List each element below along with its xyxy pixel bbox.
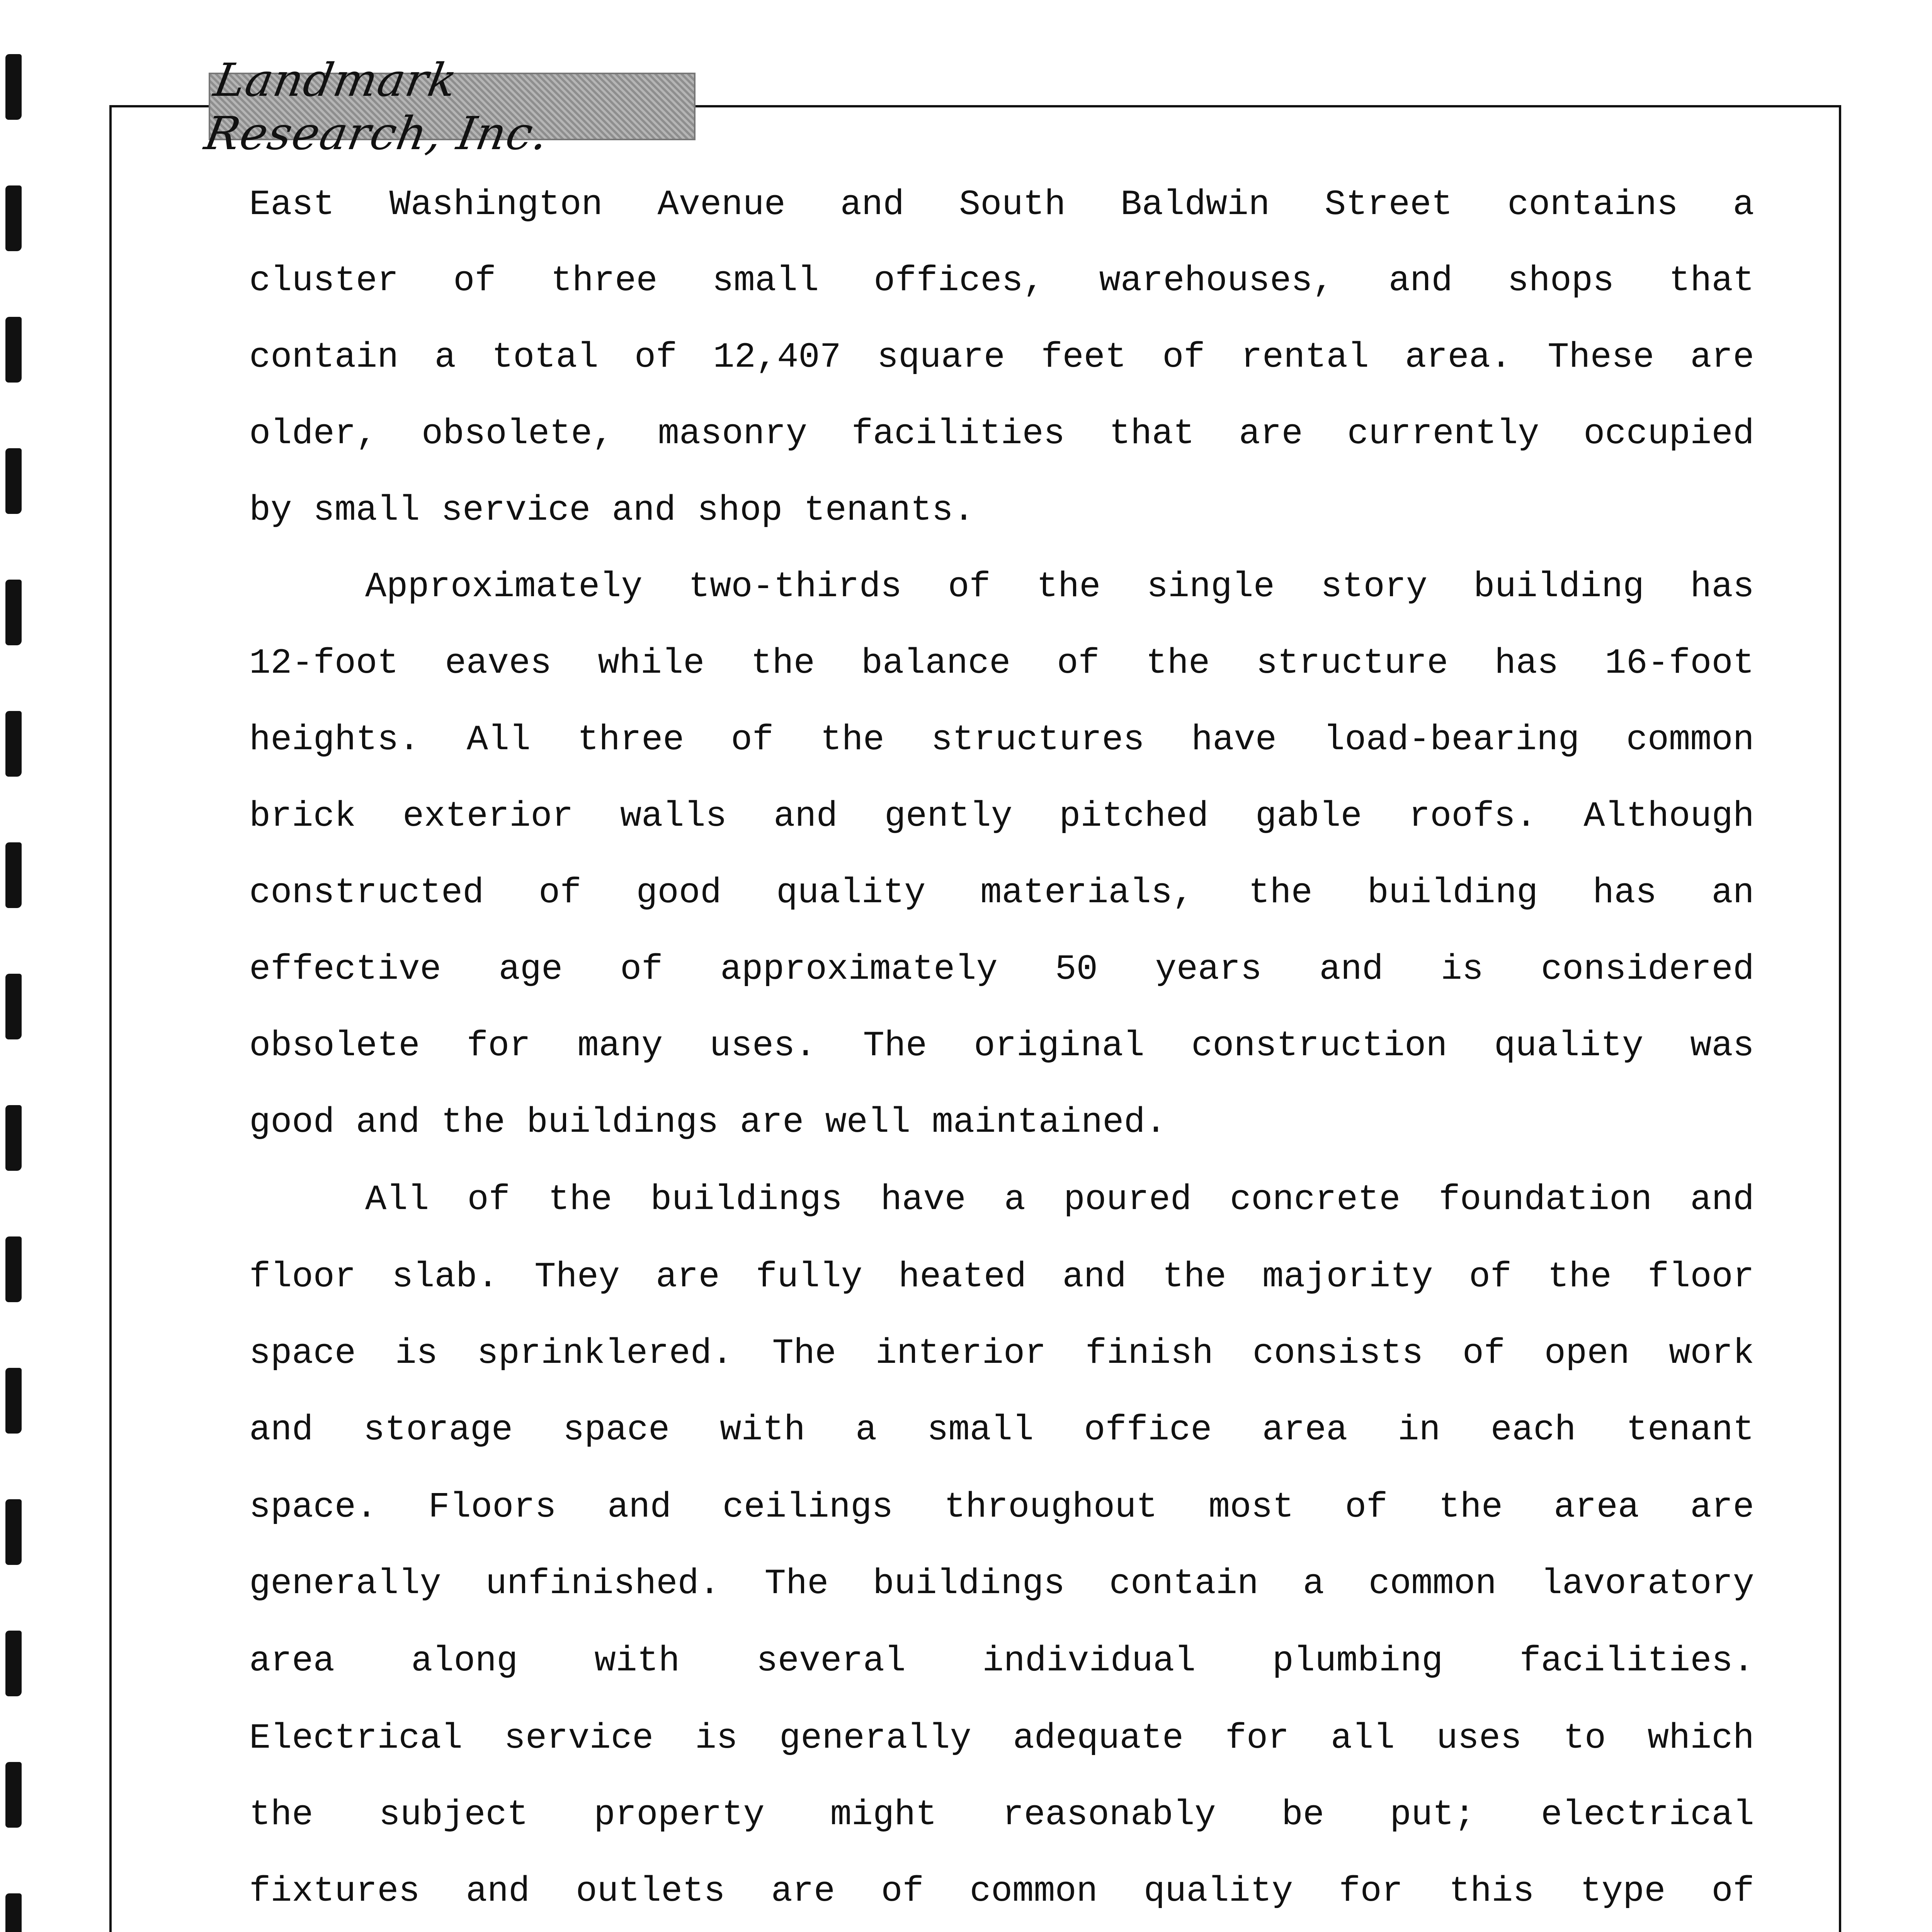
word: are [771,1871,835,1912]
word: while [598,643,705,684]
word: the [1439,1487,1503,1527]
word: of [620,949,663,990]
word: 50 [1055,949,1098,990]
word: put; [1390,1794,1475,1835]
word: These [1548,337,1655,378]
word: a [1004,1179,1026,1220]
logo-text: Landmark Research, Inc. [201,53,553,160]
word: buildings [650,1179,843,1220]
word: has [1494,643,1559,684]
word: contains [1507,184,1678,225]
word: quality [1494,1026,1644,1066]
text-line [249,1101,1754,1144]
word: East [249,184,335,225]
word: exterior [403,796,573,837]
binding-hole [5,842,22,908]
word: and [356,1102,420,1143]
text-line [249,413,1754,455]
word: office [1084,1410,1212,1450]
word: facilities. [1519,1641,1754,1681]
word: plumbing [1272,1641,1443,1681]
word: common [1368,1563,1497,1604]
word: reasonably [1002,1794,1216,1835]
word: finish [1085,1333,1214,1374]
word: gable [1255,796,1362,837]
word: years [1155,949,1262,990]
word: Baldwin [1120,184,1270,225]
word: are [1239,413,1303,454]
word: Floors [428,1487,556,1527]
word: has [1593,872,1657,913]
word: currently [1347,413,1539,454]
word: all [1331,1718,1395,1759]
word: The [772,1333,837,1374]
text-line [249,336,1754,379]
text-line [249,1332,1754,1375]
word: single [1146,566,1275,607]
word: to [1563,1718,1606,1759]
word: constructed [249,872,484,913]
word: uses. [709,1026,816,1066]
word: and [1388,260,1453,301]
word: pitched [1059,796,1209,837]
word: the [1548,1257,1612,1297]
word: space [249,1333,356,1374]
binding-hole [5,1893,22,1932]
binding-hole [5,1762,22,1828]
company-logo [201,53,696,160]
word: common [1626,719,1754,760]
word: floor [249,1257,356,1297]
word: with [594,1641,680,1681]
word: small [927,1410,1034,1450]
word: 16-foot [1605,643,1754,684]
word: has [1690,566,1754,607]
word: a [434,337,456,378]
word: balance [861,643,1011,684]
word: of [1057,643,1100,684]
word: the [441,1102,505,1143]
binding-hole [5,185,22,251]
word: might [830,1794,937,1835]
word: are [1690,337,1754,378]
word: generally [249,1563,441,1604]
binding-hole [5,580,22,645]
word: and [1690,1179,1754,1220]
word: subject [379,1794,529,1835]
word: three [551,260,658,301]
word: is [695,1718,738,1759]
word: along [411,1641,518,1681]
word: heated [898,1257,1027,1297]
word: for [1339,1871,1403,1912]
word: foundation [1439,1179,1652,1220]
word: contain [1109,1563,1259,1604]
word: of [731,719,774,760]
word: of [539,872,582,913]
word: be [1281,1794,1325,1835]
text-line [249,642,1754,685]
text-line [249,1563,1754,1605]
word: construction [1191,1026,1447,1066]
word: building [1473,566,1645,607]
word: are [656,1257,720,1297]
word: shop [697,490,783,531]
word: effective [249,949,441,990]
word: well [825,1102,911,1143]
word: area [1262,1410,1348,1450]
binding-hole [5,1368,22,1434]
word: of [1469,1257,1512,1297]
word: are [1690,1487,1754,1527]
word: fully [755,1257,862,1297]
word: property [594,1794,765,1835]
word: the [548,1179,612,1220]
text-line [249,795,1754,838]
word: by [249,490,292,531]
word: total [492,337,599,378]
word: of [634,337,677,378]
word: is [1440,949,1484,990]
text-line [249,719,1754,761]
word: interior [875,1333,1046,1374]
word: consists [1252,1333,1423,1374]
word: tenant [1626,1410,1754,1450]
word: Approximately [365,566,643,607]
word: of [1711,1871,1754,1912]
word: the [1162,1257,1226,1297]
binding-hole [5,54,22,120]
word: poured [1063,1179,1192,1220]
word: of [948,566,991,607]
word: was [1690,1026,1754,1066]
word: the [751,643,815,684]
word: story [1321,566,1428,607]
binding-hole [5,1631,22,1696]
word: generally [779,1718,971,1759]
word: is [395,1333,438,1374]
word: work [1669,1333,1754,1374]
word: roofs. [1408,796,1537,837]
text-line [249,1486,1754,1529]
word: facilities [851,413,1065,454]
word: lavoratory [1541,1563,1754,1604]
word: of [1462,1333,1505,1374]
binding-hole [5,317,22,383]
word: approximately [720,949,998,990]
word: gently [884,796,1013,837]
binding-hole [5,448,22,514]
text-line [249,489,1754,532]
word: eaves [445,643,552,684]
word: service [441,490,591,531]
word: of [881,1871,924,1912]
binding-hole [5,711,22,777]
word: sprinklered. [477,1333,733,1374]
word: individual [982,1641,1196,1681]
binding-holes [0,0,27,1932]
word: square [877,337,1005,378]
word: several [756,1641,906,1681]
word: the [1248,872,1313,913]
word: space [563,1410,670,1450]
word: obsolete, [422,413,614,454]
word: rental [1241,337,1369,378]
word: area [1554,1487,1639,1527]
word: the [1036,566,1101,607]
word: electrical [1541,1794,1754,1835]
word: Washington [389,184,603,225]
word: South [959,184,1066,225]
word: outlets [576,1871,725,1912]
word: slab. [392,1257,499,1297]
word: masonry [658,413,808,454]
text-line [249,1640,1754,1682]
word: original [974,1026,1145,1066]
word: and [1062,1257,1127,1297]
word: feet [1041,337,1127,378]
word: which [1647,1718,1754,1759]
word: good [249,1102,335,1143]
word: many [577,1026,663,1066]
word: good [636,872,722,913]
word: offices, [874,260,1044,301]
binding-hole [5,1236,22,1302]
word: structure [1256,643,1448,684]
word: of [453,260,496,301]
word: concrete [1230,1179,1401,1220]
text-line [249,260,1754,302]
binding-hole [5,1105,22,1171]
word: All [466,719,531,760]
word: adequate [1013,1718,1184,1759]
word: quality [1143,1871,1293,1912]
word: Although [1583,796,1754,837]
word: walls [620,796,727,837]
word: materials, [980,872,1194,913]
word: considered [1541,949,1754,990]
word: with [720,1410,805,1450]
text-line [249,1794,1754,1836]
word: small [712,260,819,301]
word: for [466,1026,531,1066]
word: storage [363,1410,513,1450]
word: and [249,1410,313,1450]
word: an [1711,872,1754,913]
word: have [880,1179,966,1220]
word: tenants. [804,490,975,531]
word: in [1398,1410,1440,1450]
word: floor [1647,1257,1754,1297]
word: type [1580,1871,1666,1912]
word: structures [931,719,1145,760]
word: cluster [249,260,399,301]
word: majority [1262,1257,1433,1297]
text-line [365,1179,1754,1221]
word: unfinished. [485,1563,720,1604]
word: heights. [249,719,420,760]
word: building [1367,872,1538,913]
word: fixtures [249,1871,420,1912]
word: and [774,796,838,837]
word: and [1319,949,1383,990]
word: buildings [526,1102,719,1143]
word: two-thirds [688,566,902,607]
word: and [840,184,905,225]
text-line [365,566,1754,608]
word: The [863,1026,927,1066]
word: service [504,1718,654,1759]
word: older, [249,413,378,454]
word: They [534,1257,620,1297]
word: space. [249,1487,378,1527]
word: throughout [944,1487,1158,1527]
text-line [249,184,1754,226]
word: obsolete [249,1026,420,1066]
word: a [855,1410,877,1450]
word: and [607,1487,672,1527]
word: the [249,1794,313,1835]
word: quality [776,872,926,913]
word: that [1109,413,1195,454]
word: of [1345,1487,1388,1527]
word: that [1669,260,1754,301]
word: age [498,949,563,990]
word: area. [1405,337,1512,378]
word: and [466,1871,530,1912]
word: most [1208,1487,1294,1527]
word: small [313,490,420,531]
word: Avenue [657,184,786,225]
word: ceilings [722,1487,893,1527]
word: have [1191,719,1277,760]
word: uses [1436,1718,1522,1759]
word: 12-foot [249,643,399,684]
binding-hole [5,974,22,1039]
word: the [1146,643,1210,684]
word: Electrical [249,1718,463,1759]
text-line [249,1256,1754,1298]
text-line [249,1870,1754,1913]
text-line [249,1025,1754,1067]
word: area [249,1641,335,1681]
word: The [764,1563,829,1604]
binding-hole [5,1499,22,1565]
text-line [249,1409,1754,1451]
word: buildings [873,1563,1065,1604]
word: and [612,490,676,531]
word: a [1303,1563,1325,1604]
word: are [740,1102,804,1143]
word: for [1225,1718,1289,1759]
word: load-bearing [1323,719,1580,760]
word: three [577,719,684,760]
word: a [1733,184,1754,225]
word: Street [1325,184,1453,225]
word: warehouses, [1099,260,1334,301]
word: the [820,719,884,760]
word: maintained. [932,1102,1167,1143]
text-line [249,1717,1754,1760]
word: open [1544,1333,1630,1374]
word: of [1162,337,1205,378]
word: occupied [1583,413,1754,454]
text-line [249,948,1754,991]
word: All [365,1179,429,1220]
word: 12,407 [713,337,841,378]
word: shops [1507,260,1614,301]
word: contain [249,337,399,378]
word: this [1449,1871,1534,1912]
word: each [1490,1410,1576,1450]
text-line [249,872,1754,914]
word: brick [249,796,356,837]
word: common [969,1871,1098,1912]
word: of [467,1179,510,1220]
